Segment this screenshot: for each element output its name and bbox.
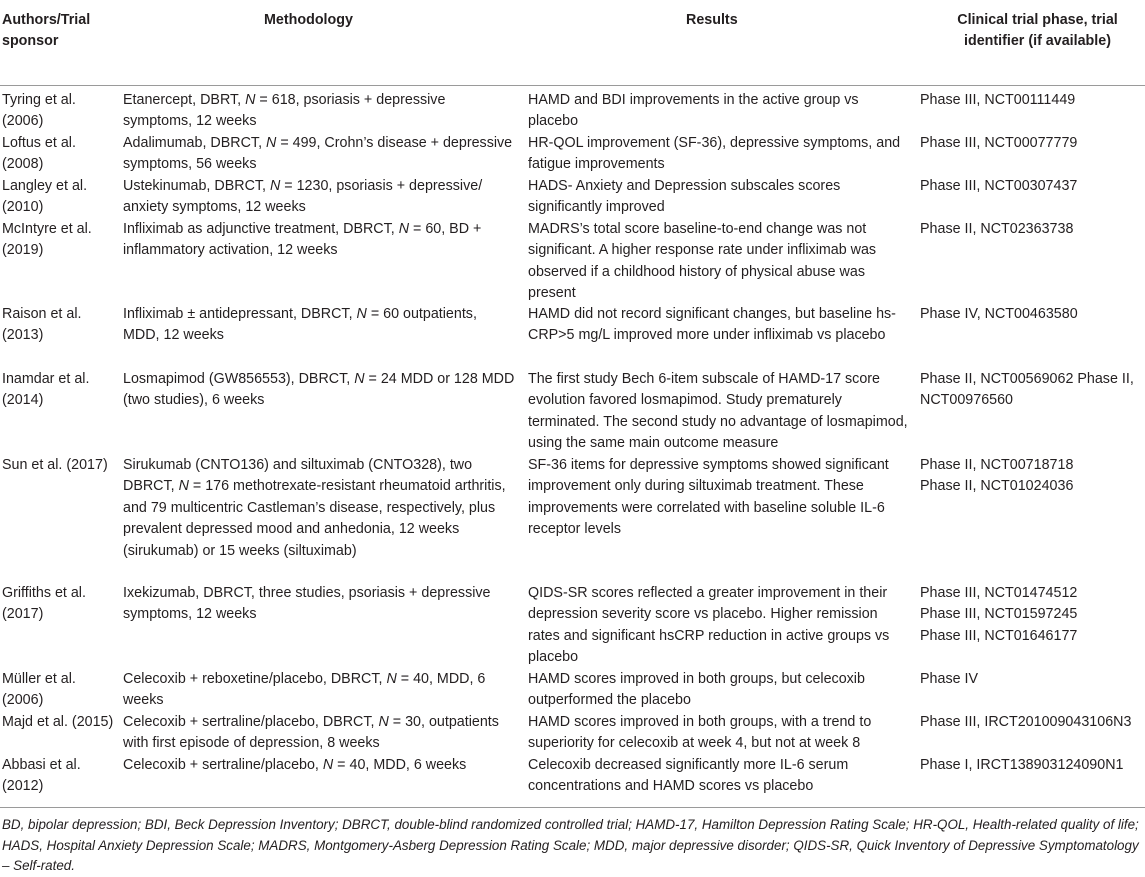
cell-authors: Majd et al. (2015) [2,714,114,730]
cell-results: HR-QOL improvement (SF-36), depressive symptoms, and fatigue improvements [528,135,901,173]
cell-methodology: Adalimumab, DBRCT, N = 499, Crohn’s disease + depressive symptoms, 56 weeks [123,135,513,173]
cell-phase: Phase III, NCT00111449 [920,92,1076,108]
header-authors: Authors/Trial sponsor [2,12,91,49]
cell-methodology: Sirukumab (CNTO136) and siltuximab (CNTO328), two DBRCT, N = 176 methotrexate-resistant rheumatoid arthritis, and 79 multicentric Castleman’s disease, respectively, plus prevalent depressed mood and anhedonia, 12 weeks (sirukumab) or 15 weeks (siltuximab) [123,457,506,559]
cell-phase: Phase III, NCT01474512 Phase III, NCT01597245 Phase III, NCT01646177 [920,585,1078,644]
cell-phase: Phase II, NCT00718718 Phase II, NCT01024036 [920,457,1074,495]
cell-methodology: Celecoxib + sertraline/placebo, DBRCT, N = 30, outpatients with first episode of depression, 8 weeks [123,714,499,752]
cell-methodology: Ustekinumab, DBRCT, N = 1230, psoriasis + depressive/ anxiety symptoms, 12 weeks [123,178,483,216]
cell-methodology: Infliximab as adjunctive treatment, DBRCT, N = 60, BD + inflammatory activation, 12 weeks [123,221,482,259]
cell-methodology: Celecoxib + sertraline/placebo, N = 40, MDD, 6 weeks [123,757,467,773]
cell-phase: Phase IV [920,671,979,687]
cell-methodology: Infliximab ± antidepressant, DBRCT, N = 60 outpatients, MDD, 12 weeks [123,306,477,344]
cell-authors: Sun et al. (2017) [2,457,108,473]
cell-phase: Phase IV, NCT00463580 [920,306,1078,322]
header-phase: Clinical trial phase, trial identifier (if available) [957,12,1118,49]
cell-phase: Phase II, NCT02363738 [920,221,1074,237]
cell-phase: Phase II, NCT00569062 Phase II, NCT00976560 [920,371,1134,409]
cell-results: SF-36 items for depressive symptoms showed significant improvement only during siltuximab treatment. These improvements were correlated with baseline soluble IL-6 receptor levels [528,457,889,538]
cell-authors: Tyring et al. (2006) [2,92,76,130]
cell-results: HAMD scores improved in both groups, but celecoxib outperformed the placebo [528,671,865,709]
header-methodology: Methodology [264,12,353,28]
cell-authors: Langley et al. (2010) [2,178,88,216]
table-bottom-rule [0,807,1145,808]
cell-authors: McIntyre et al. (2019) [2,221,92,259]
cell-results: HAMD scores improved in both groups, with a trend to superiority for celecoxib at week 4, but not at week 8 [528,714,872,752]
cell-authors: Müller et al. (2006) [2,671,76,709]
cell-methodology: Ixekizumab, DBRCT, three studies, psoriasis + depressive symptoms, 12 weeks [123,585,491,623]
cell-results: HAMD did not record significant changes, but baseline hs-CRP>5 mg/L improved more under infliximab vs placebo [528,306,896,344]
cell-methodology: Losmapimod (GW856553), DBRCT, N = 24 MDD or 128 MDD (two studies), 6 weeks [123,371,515,409]
cell-authors: Griffiths et al. (2017) [2,585,86,623]
cell-authors: Raison et al. (2013) [2,306,82,344]
header-results: Results [686,12,738,28]
cell-authors: Loftus et al. (2008) [2,135,76,173]
cell-methodology: Etanercept, DBRT, N = 618, psoriasis + depressive symptoms, 12 weeks [123,92,446,130]
cell-results: HAMD and BDI improvements in the active group vs placebo [528,92,859,130]
cell-results: HADS- Anxiety and Depression subscales scores significantly improved [528,178,841,216]
cell-authors: Inamdar et al. (2014) [2,371,90,409]
cell-results: MADRS’s total score baseline-to-end change was not significant. A higher response rate under infliximab was observed if a childhood history of physical abuse was present [528,221,877,302]
table-header [0,0,1145,86]
cell-methodology: Celecoxib + reboxetine/placebo, DBRCT, N = 40, MDD, 6 weeks [123,671,486,709]
cell-authors: Abbasi et al. (2012) [2,757,81,795]
cell-phase: Phase III, NCT00307437 [920,178,1078,194]
table-footnote: BD, bipolar depression; BDI, Beck Depression Inventory; DBRCT, double-blind randomized controlled trial; HAMD-17, Hamilton Depression Rating Scale; HR-QOL, Health-related quality of life; HADS, Hospital Anxiety Depression Scale; MADRS, Montgomery-Asberg Depression Rating Scale; MDD, major depressive disorder; QIDS-SR, Quick Inventory of Depressive Symptomatology – Self-rated. [2,817,1139,873]
cell-results: Celecoxib decreased significantly more IL-6 serum concentrations and HAMD scores vs placebo [528,757,849,795]
cell-phase: Phase III, NCT00077779 [920,135,1078,151]
cell-phase: Phase I, IRCT138903124090N1 [920,757,1124,773]
cell-results: QIDS-SR scores reflected a greater improvement in their depression severity score vs placebo. Higher remission rates and significant hsCRP reduction in active groups vs placebo [528,585,890,666]
cell-phase: Phase III, IRCT201009043106N3 [920,714,1132,730]
cell-results: The first study Bech 6-item subscale of HAMD-17 score evolution favored losmapimod. Study prematurely terminated. The second study no advantage of losmapimod, using the same main outcome measure [528,371,908,452]
